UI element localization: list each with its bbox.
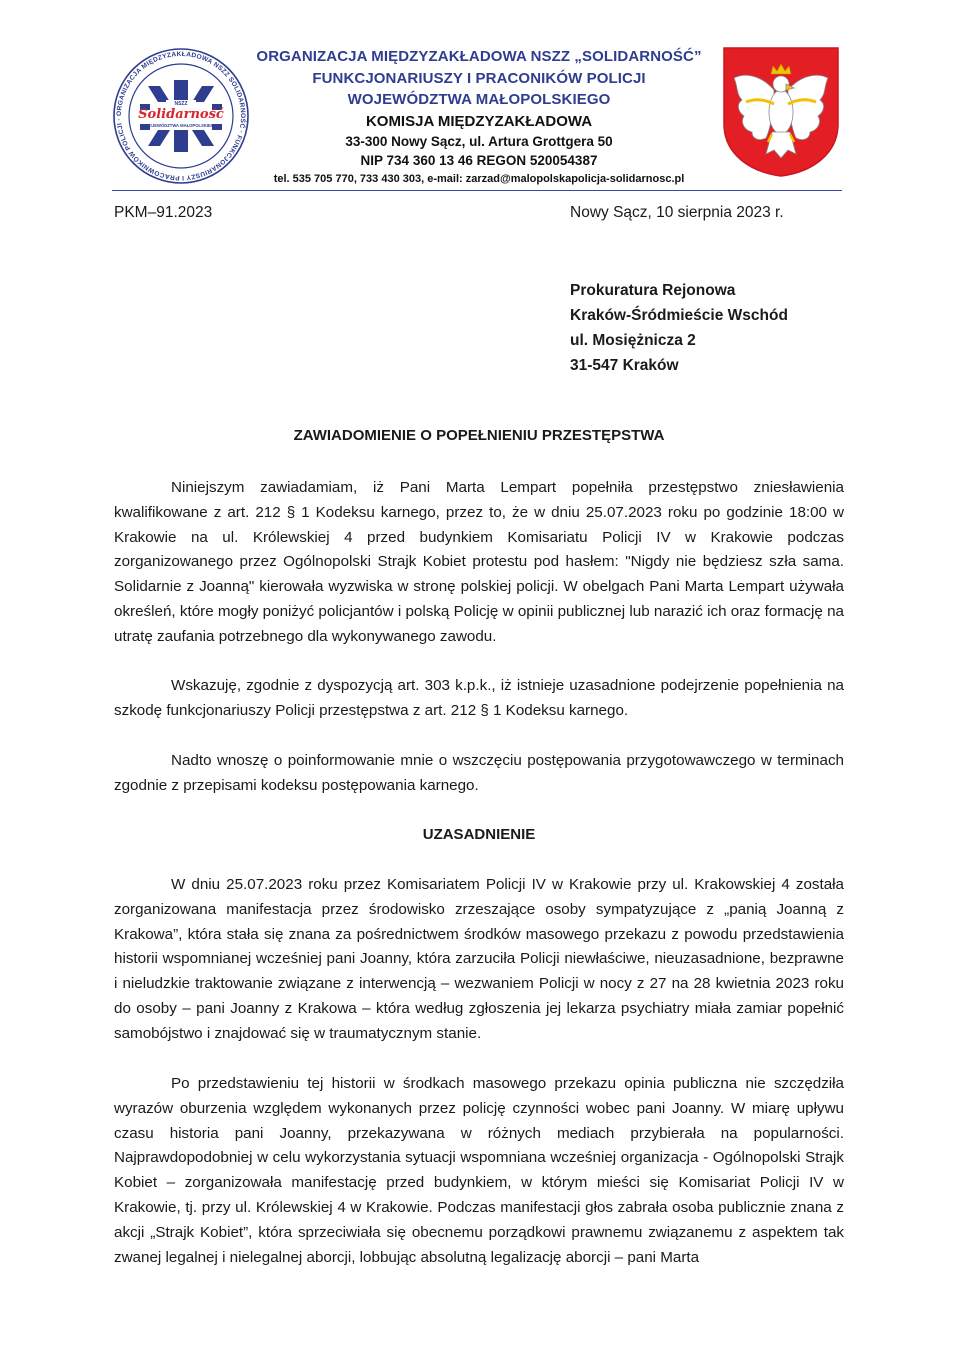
org-contact: tel. 535 705 770, 733 430 303, e-mail: zarzad@malopolskapolicja-solidarnosc.pl	[273, 172, 685, 185]
recipient-line: ul. Mosiężnicza 2	[570, 332, 696, 349]
justification-title: UZASADNIENIE	[422, 826, 536, 843]
letterhead	[252, 46, 706, 188]
svg-text:ORGANIZACJA MIĘDZYZAKŁADOWA NS: ORGANIZACJA MIĘDZYZAKŁADOWA NSZZ SOLIDARNOŚĆ · FUNKCJONARIUSZY I PRACOWNIKÓW POLICJI ·	[115, 50, 247, 182]
body-paragraph	[114, 749, 844, 799]
svg-text:NSZZ: NSZZ	[174, 101, 188, 107]
justification-paragraph	[114, 873, 844, 1047]
commission-name: KOMISJA MIĘDZYZAKŁADOWA	[365, 112, 593, 130]
paragraph-text: Niniejszym zawiadamiam, iż Pani Marta Lempart popełniła przestępstwo zniesławienia kwalifikowane z art. 212 § 1 Kodeksu karnego, przez to, że w dniu 25.07.2023 roku po godzinie 18:00 w Krakowie na ul. Królewskiej 4 przed budynkiem Komisariatu Policji IV w Krakowie podczas zorganizowanego przez Ogólnopolski Strajk Kobiet protestu pod hasłem: "Nigdy nie będziesz szła sama. Solidarnie z Joanną" kierowała wyzwiska w stronę polskiej policji. W obelgach Pani Marta Lempart używała określeń, które mogły poniżyć policjantów i polską Policję w opinii publicznej lub narazić ich oraz formację na utratę zaufania potrzebnego dla wykonywanego zawodu.	[114, 479, 844, 645]
recipient-line: 31-547 Kraków	[570, 357, 679, 374]
header-divider	[112, 190, 842, 191]
body-paragraph	[114, 476, 844, 650]
paragraph-text: Nadto wnoszę o poinformowanie mnie o wszczęciu postępowania przygotowawczego w terminach zgodnie z przepisami kodeksu postępowania karnego.	[114, 752, 844, 794]
org-name-line2: FUNKCJONARIUSZY I PRACONIKÓW POLICJI	[312, 69, 646, 87]
body-paragraph	[114, 674, 844, 724]
org-ids: NIP 734 360 13 46 REGON 520054387	[360, 152, 598, 168]
place-and-date: Nowy Sącz, 10 sierpnia 2023 r.	[570, 204, 784, 221]
solidarnosc-logo	[112, 44, 250, 188]
recipient-line: Prokuratura Rejonowa	[570, 282, 736, 299]
paragraph-text: W dniu 25.07.2023 roku przez Komisariatem Policji IV w Krakowie przy ul. Krakowskiej 4 została zorganizowana manifestacja przez środowisko zrzeszające osoby sympatyzujące z „panią Joanną z Krakowa”, która stała się znana za pośrednictwem środków masowego przekazu z powodu przedstawienia historii wspomnianej wcześniej pani Joanny, która zarzuciła Policji niewłaściwe, nieuzasadnione, bezprawne i nieludzkie traktowanie związane z interwencją – wezwaniem Policji w nocy z 27 na 28 kwietnia 2023 roku do osoby – pani Joanny z Krakowa – która według zgłoszenia jej lekarza psychiatry miała zamiar popełnić samobójstwo i znajdować się w traumatycznym stanie.	[114, 876, 844, 1042]
svg-text:WOJEWÓDZTWA MAŁOPOLSKIEGO: WOJEWÓDZTWA MAŁOPOLSKIEGO	[144, 123, 218, 128]
recipient-line: Kraków-Śródmieście Wschód	[570, 307, 788, 324]
org-name-line3: WOJEWÓDZTWA MAŁOPOLSKIEGO	[347, 91, 611, 108]
paragraph-text: Wskazuję, zgodnie z dyspozycją art. 303 k.p.k., iż istnieje uzasadnione podejrzenie popełnienia na szkodę funkcjonariuszy Policji przestępstwa z art. 212 § 1 Kodeksu karnego.	[114, 677, 844, 719]
coat-of-arms-icon	[722, 46, 840, 178]
paragraph-text: Po przedstawieniu tej historii w środkach masowego przekazu opinia publiczna nie szczędziła wyrazów oburzenia względem wykonanych przez policję czynności wobec pani Joanny. W miarę upływu czasu historia pani Joanny, przekazywana w różnych mediach przybierała na popularności. Najprawdopodobniej w celu wykorzystania sytuacji wspomniana wcześniej organizacja - Ogólnopolski Strajk Kobiet – zorganizowała manifestację przed budynkiem, w którym mieści się Komisariat Policji IV w Krakowie, tj. przy ul. Królewskiej 4 w Krakowie. Podczas manifestacji głos zabrała osoba publicznie znana z akcji „Strajk Kobiet”, która sprzeciwiała się obecnemu porządkowi prawnemu związanemu z aspektem tak zwanej legalnej i nielegalnej aborcji, lobbując absolutną legalizację aborcji – pani Marta	[114, 1075, 844, 1266]
document-title: ZAWIADOMIENIE O POPEŁNIENIU PRZESTĘPSTWA	[293, 427, 665, 444]
org-address: 33-300 Nowy Sącz, ul. Artura Grottgera 50	[345, 133, 613, 149]
recipient-block	[570, 278, 788, 378]
justification-paragraph	[114, 1072, 844, 1270]
svg-text:Solidarność: Solidarność	[138, 107, 224, 122]
org-name-line1: ORGANIZACJA MIĘDZYZAKŁADOWA NSZZ „SOLIDARNOŚĆ”	[256, 48, 702, 65]
document-reference: PKM–91.2023	[114, 204, 213, 221]
